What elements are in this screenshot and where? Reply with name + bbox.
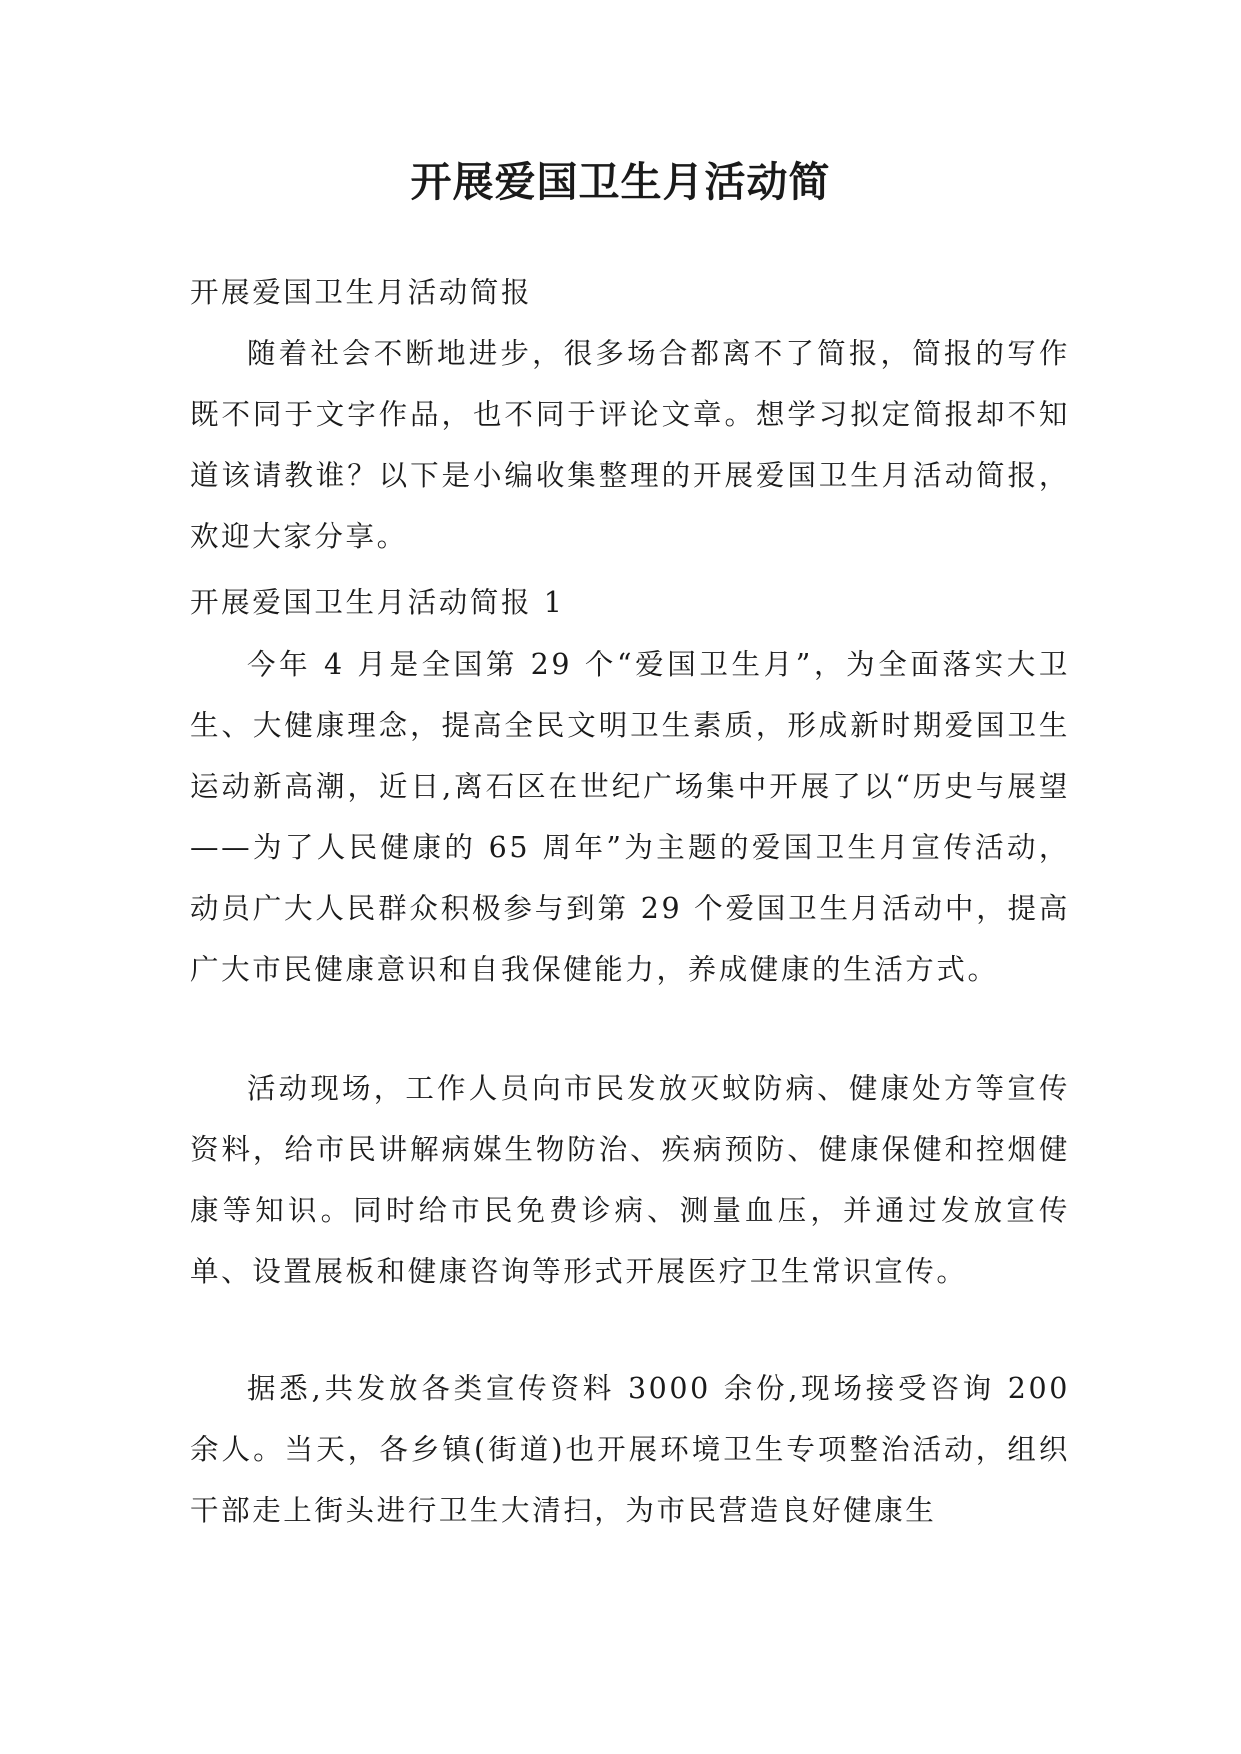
intro-paragraph: 随着社会不断地进步，很多场合都离不了简报，简报的写作既不同于文字作品，也不同于评论文章。想学习拟定简报却不知道该请教谁？以下是小编收集整理的开展爱国卫生月活动简报，欢迎大家分享。 (190, 337, 1070, 553)
section1-heading: 开展爱国卫生月活动简报 1 (190, 586, 565, 619)
document-title: 开展爱国卫生月活动简 (410, 158, 831, 206)
subtitle-heading: 开展爱国卫生月活动简报 (190, 276, 533, 309)
section1-paragraph-3: 据悉,共发放各类宣传资料 3000 余份,现场接受咨询 200 余人。当天，各乡镇(街道)也开展环境卫生专项整治活动，组织干部走上街头进行卫生大清扫，为市民营造良好健康生 (190, 1372, 1070, 1527)
section1-paragraph-1: 今年 4 月是全国第 29 个“爱国卫生月”，为全面落实大卫生、大健康理念，提高全民文明卫生素质，形成新时期爱国卫生运动新高潮，近日,离石区在世纪广场集中开展了以“历史与展望——为了人民健康的 65 周年”为主题的爱国卫生月宣传活动，动员广大人民群众积极参与到第 29 个爱国卫生月活动中，提高广大市民健康意识和自我保健能力，养成健康的生活方式。 (190, 648, 1070, 986)
section1-paragraph-2: 活动现场，工作人员向市民发放灭蚊防病、健康处方等宣传资料，给市民讲解病媒生物防治、疾病预防、健康保健和控烟健康等知识。同时给市民免费诊病、测量血压，并通过发放宣传单、设置展板和健康咨询等形式开展医疗卫生常识宣传。 (190, 1072, 1070, 1288)
